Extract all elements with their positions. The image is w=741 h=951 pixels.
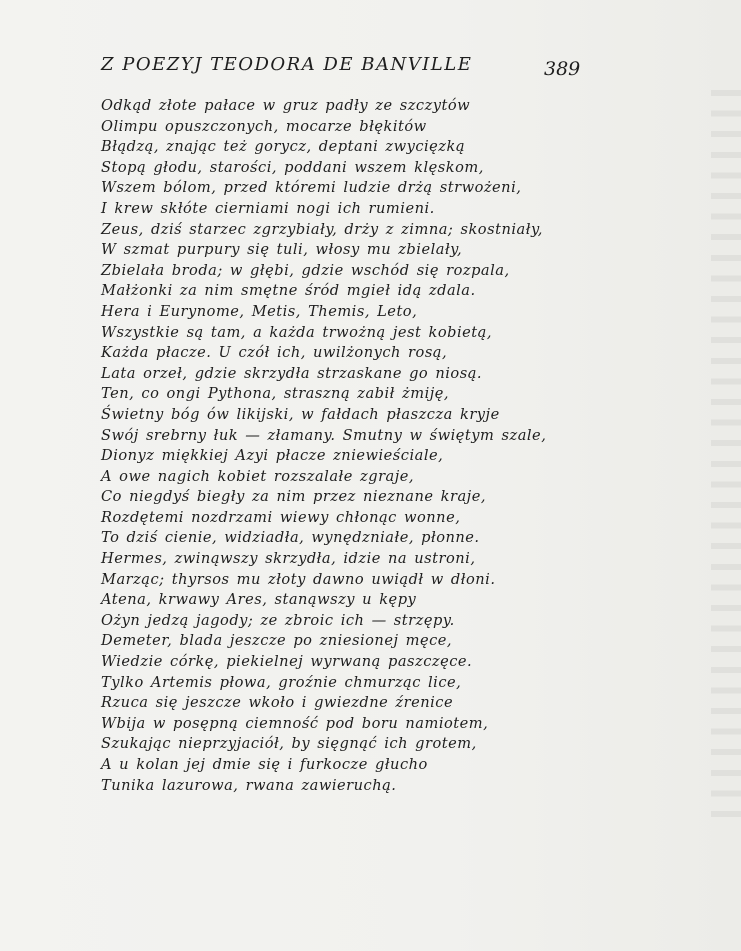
poem-line: A owe nagich kobiet rozszalałe zgraje,	[101, 467, 415, 485]
poem-line: Rzuca się jeszcze wkoło i gwiezdne źrenice	[101, 694, 454, 712]
poem-line: Demeter, blada jeszcze po zniesionej męce,	[101, 632, 453, 650]
poem-line: Świetny bóg ów likijski, w fałdach płaszcza kryje	[101, 405, 500, 423]
poem-line: W szmat purpury się tuli, włosy mu zbielały,	[101, 241, 463, 259]
poem-line: Hera i Eurynome, Metis, Themis, Leto,	[101, 302, 418, 320]
poem-line: Marząc; thyrsos mu złoty dawno uwiądł w dłoni.	[101, 570, 496, 588]
poem-line: To dziś cienie, widziadła, wynędzniałe, płonne.	[101, 529, 480, 547]
poem-line: Swój srebrny łuk — złamany. Smutny w świętym szale,	[101, 426, 547, 444]
poem-line: Każda płacze. U czół ich, uwilżonych rosą,	[101, 344, 448, 362]
poem-line: Ożyn jedzą jagody; ze zbroic ich — strzępy.	[101, 611, 455, 629]
poem-line: Hermes, zwinąwszy skrzydła, idzie na ustroni,	[101, 550, 476, 568]
poem-line: Wiedzie córkę, piekielnej wyrwaną paszczęce.	[101, 653, 473, 671]
poem-line: Olimpu opuszczonych, mocarze błękitów	[101, 117, 427, 135]
poem-line: Małżonki za nim smętne śród mgieł idą zdala.	[101, 282, 476, 300]
poem-line: Dionyz miękkiej Azyi płacze zniewieściale,	[101, 447, 444, 465]
poem-line: Atena, krwawy Ares, stanąwszy u kępy	[101, 591, 417, 609]
poem-line: Stopą głodu, starości, poddani wszem klęskom,	[101, 158, 484, 176]
poem-line: Zbielała broda; w głębi, gdzie wschód się rozpala,	[101, 261, 510, 279]
poem-line: Tunika lazurowa, rwana zawieruchą.	[101, 776, 397, 794]
page-number: 389	[544, 58, 581, 80]
poem-text	[101, 96, 546, 796]
running-header: Z POEZYJ TEODORA DE BANVILLE	[101, 54, 473, 75]
poem-line: A u kolan jej dmie się i furkocze głucho	[101, 756, 428, 773]
poem-line: Zeus, dziś starzec zgrzybiały, drży z zimna; skostniały,	[101, 220, 543, 238]
poem-line: I krew skłóte cierniami nogi ich rumieni.	[101, 199, 435, 217]
poem-line: Wszem bólom, przed któremi ludzie drżą strwożeni,	[101, 179, 522, 197]
poem-line: Błądzą, znając też gorycz, deptani zwycięzką	[101, 138, 466, 156]
poem-line: Lata orzeł, gdzie skrzydła strzaskane go niosą.	[101, 364, 483, 382]
poem-line: Szukając nieprzyjaciół, by sięgnąć ich grotem,	[101, 735, 477, 753]
show-through-text	[711, 90, 741, 820]
poem-line: Co niegdyś biegły za nim przez nieznane kraje,	[101, 488, 486, 506]
poem-line: Wbija w posępną ciemność pod boru namiotem,	[101, 714, 489, 732]
poem-line: Tylko Artemis płowa, groźnie chmurząc lice,	[101, 673, 462, 691]
poem-line: Ten, co ongi Pythona, straszną zabił żmiję,	[101, 385, 450, 403]
poem-line: Rozdętemi nozdrzami wiewy chłonąc wonne,	[101, 508, 461, 526]
poem-line: Wszystkie są tam, a każda trwożną jest kobietą,	[101, 323, 493, 341]
poem-line: Odkąd złote pałace w gruz padły ze szczytów	[101, 97, 471, 114]
